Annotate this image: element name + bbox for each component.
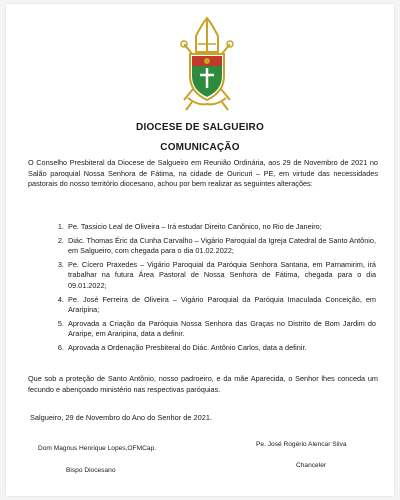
list-item: 1. Pe. Tassicio Leal de Oliveira – Irá estudar Direito Canônico, no Rio de Janeiro; [66,222,376,233]
signature-name-bishop: Dom Magnus Henrique Lopes,OFMCap. [38,445,157,452]
document-subtitle: COMUNICAÇÃO [160,142,240,153]
intro-paragraph: O Conselho Presbiteral da Diocese de Salgueiro em Reunião Ordinária, aos 29 de Novembro de 2021 no Salão paroquial Nossa Senhora de Fátima, na cidade de Ouricuri – PE, em virtude das necessidades pastorais do nosso território diocesano, achou por bem realizar as seguintes alterações: [28,158,378,189]
list-item: 6. Aprovada a Ordenação Presbiteral do Diác. Antônio Carlos, data a definir. [66,343,376,354]
signature-name-chancellor: Pe. José Rogério Alencar Silva [256,441,347,448]
date-line: Salgueiro, 29 de Novembro do Ano do Senhor de 2021. [30,413,213,422]
document-page [6,4,394,496]
signature-role-chancellor: Chanceler [296,462,327,469]
list-item: 3. Pe. Cícero Praxedes – Vigário Paroquial da Paróquia Senhora Santana, em Parnamirim, irá trabalhar na futura Área Pastoral de Nossa Senhora de Fátima, chegada para o dia 09.01.2022; [66,260,376,292]
coat-of-arms-icon [172,14,242,114]
closing-paragraph: Que sob a proteção de Santo Antônio, nosso padroeiro, e da mãe Aparecida, o Senhor lhes conceda um fecundo e abençoado ministério nas respectivas paróquias. [28,374,378,394]
list-item: 2. Diác. Thomas Éric da Cunha Carvalho – Vigário Paroquial da Igreja Catedral de Santo Antônio, em Salgueiro, com chegada para o dia 01.02.2022; [66,236,376,257]
list-item: 5. Aprovada a Criação da Paróquia Nossa Senhora das Graças no Distrito de Bom Jardim do Araripe, em Araripina, data a definir. [66,319,376,340]
alterations-list [52,222,376,357]
document-title: DIOCESE DE SALGUEIRO [136,122,264,133]
list-item: 4. Pe. José Ferreira de Oliveira – Vigário Paroquial da Paróquia Imaculada Conceição, em Araripina; [66,295,376,316]
signature-role-bishop: Bispo Diocesano [66,467,116,474]
